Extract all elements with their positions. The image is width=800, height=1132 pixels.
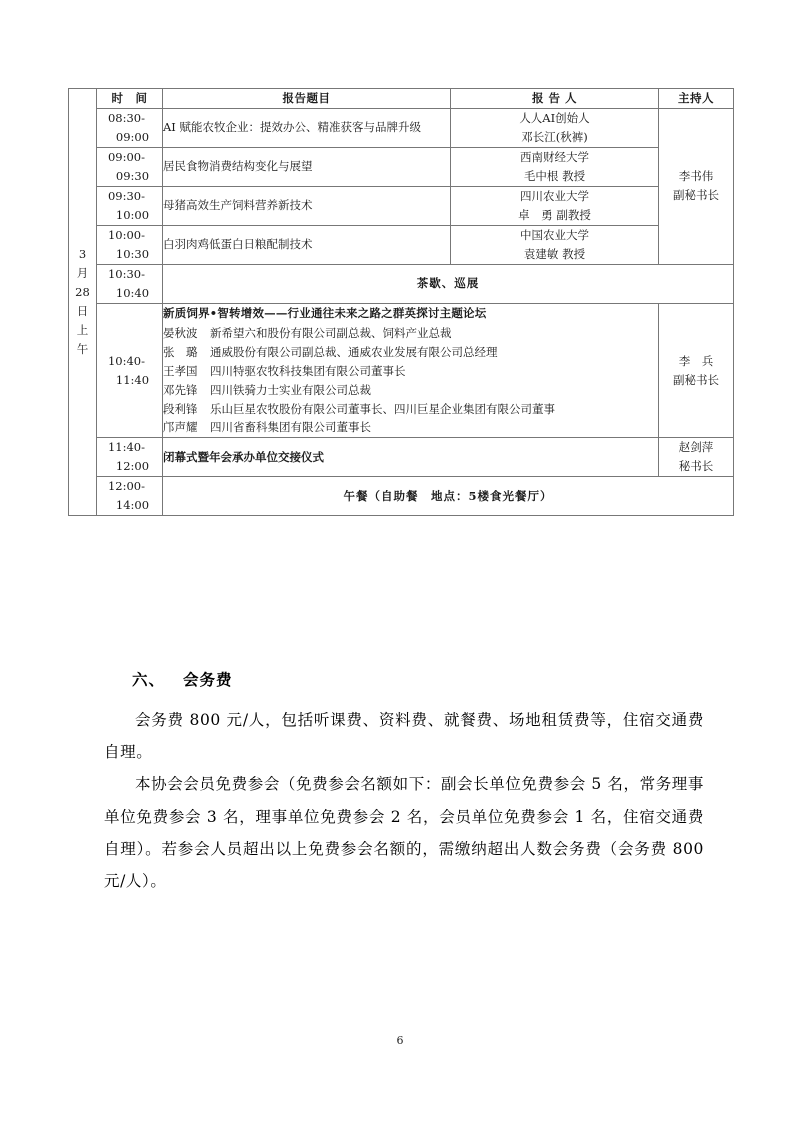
speaker-name: 卓 勇 副教授 xyxy=(518,207,591,222)
time-start: 12:00- xyxy=(107,479,146,494)
time-end: 09:30 xyxy=(115,168,150,183)
time-end: 09:00 xyxy=(115,129,150,144)
speaker-name: 袁建敏 教授 xyxy=(523,246,586,261)
forum-content-cell xyxy=(163,303,659,438)
speaker-org: 中国农业大学 xyxy=(520,227,589,242)
paragraph-member-quota: 本协会会员免费参会（免费参会名额如下：副会长单位免费参会 5 名，常务理事单位免费参会 3 名，理事单位免费参会 2 名，会员单位免费参会 1 名，住宿交通费自理）。若参会人员超出以上免费参会名额的，需缴纳超出人数会务费（会务费 800 元/人）。 xyxy=(104,775,704,891)
host-role: 秘书长 xyxy=(678,459,714,474)
host-cell-session-1 xyxy=(659,108,734,264)
time-start: 09:30- xyxy=(107,188,146,203)
time-start: 10:00- xyxy=(107,227,146,242)
speaker-name: 毛中根 教授 xyxy=(523,168,586,183)
time-end: 10:00 xyxy=(115,207,150,222)
panelist-name: 邝声耀 xyxy=(163,420,198,435)
header-speaker: 报 告 人 xyxy=(451,89,659,109)
panelist-name: 段利锋 xyxy=(163,401,198,416)
talk-title: 居民食物消费结构变化与展望 xyxy=(163,147,451,186)
time-start: 08:30- xyxy=(107,110,146,125)
speaker-cell xyxy=(451,225,659,264)
section-body xyxy=(104,668,704,897)
host-name: 李书伟 xyxy=(678,169,714,184)
panelist-line xyxy=(163,381,658,400)
panelist-line xyxy=(163,418,658,437)
time-start: 09:00- xyxy=(107,149,146,164)
speaker-org: 四川农业大学 xyxy=(520,188,589,203)
panelist-line xyxy=(163,343,658,362)
table-row xyxy=(69,147,734,186)
panelist-affiliation: 新希望六和股份有限公司副总裁、饲料产业总裁 xyxy=(210,325,452,340)
panelist-name: 晏秋波 xyxy=(163,325,198,340)
host-cell-forum xyxy=(659,303,734,438)
host-name: 赵剑萍 xyxy=(678,440,714,455)
time-cell xyxy=(97,147,163,186)
table-row xyxy=(69,186,734,225)
talk-title: 母猪高效生产饲料营养新技术 xyxy=(163,186,451,225)
table-row xyxy=(69,108,734,147)
time-start: 10:40- xyxy=(107,353,146,368)
time-end: 14:00 xyxy=(115,498,150,513)
host-role: 副秘书长 xyxy=(673,372,719,387)
time-cell xyxy=(97,264,163,303)
header-host: 主持人 xyxy=(659,89,734,109)
time-cell xyxy=(97,438,163,477)
table-row-closing xyxy=(69,438,734,477)
host-cell-closing xyxy=(659,438,734,477)
closing-label: 闭幕式暨年会承办单位交接仪式 xyxy=(163,438,659,477)
panelist-line xyxy=(163,324,658,343)
section-number: 六、 xyxy=(132,670,166,689)
schedule-table-container xyxy=(68,88,733,516)
time-start: 11:40- xyxy=(107,440,146,455)
time-cell xyxy=(97,225,163,264)
table-row-lunch xyxy=(69,477,734,516)
paragraph-fee: 会务费 800 元/人，包括听课费、资料费、就餐费、场地租赁费等，住宿交通费自理。 xyxy=(104,711,704,762)
panelist-affiliation: 通威股份有限公司副总裁、通威农业发展有限公司总经理 xyxy=(210,344,498,359)
host-role: 副秘书长 xyxy=(673,188,719,203)
schedule-table xyxy=(68,88,734,516)
table-header-row xyxy=(69,89,734,109)
panelist-name: 张 璐 xyxy=(163,344,198,359)
panelist-affiliation: 四川特驱农牧科技集团有限公司董事长 xyxy=(210,363,406,378)
time-cell xyxy=(97,108,163,147)
panelist-name: 王孝国 xyxy=(163,363,198,378)
date-char-4: 上 xyxy=(76,323,89,338)
break-label: 茶歇、巡展 xyxy=(163,264,734,303)
time-end: 10:30 xyxy=(115,246,150,261)
section-title: 会务费 xyxy=(183,670,233,689)
table-row-break xyxy=(69,264,734,303)
header-time: 时 间 xyxy=(97,89,163,109)
panelist-name: 邓先锋 xyxy=(163,382,198,397)
date-char-2: 28 xyxy=(75,285,90,300)
time-start: 10:30- xyxy=(107,266,146,281)
date-char-1: 月 xyxy=(76,266,89,281)
speaker-org: 人人AI创始人 xyxy=(519,110,590,125)
section-heading xyxy=(104,668,704,690)
header-title: 报告题目 xyxy=(163,89,451,109)
panelist-affiliation: 乐山巨星农牧股份有限公司董事长、四川巨星企业集团有限公司董事 xyxy=(210,401,555,416)
time-end: 12:00 xyxy=(115,459,150,474)
talk-title: AI 赋能农牧企业：提效办公、精准获客与品牌升级 xyxy=(163,108,451,147)
time-end: 11:40 xyxy=(115,372,150,387)
page-number: 6 xyxy=(396,1034,404,1047)
panelist-affiliation: 四川铁骑力士实业有限公司总裁 xyxy=(210,382,371,397)
speaker-cell xyxy=(451,108,659,147)
table-row xyxy=(69,225,734,264)
date-char-0: 3 xyxy=(78,247,87,262)
speaker-org: 西南财经大学 xyxy=(520,149,589,164)
table-row-forum xyxy=(69,303,734,438)
panelist-line xyxy=(163,362,658,381)
talk-title: 白羽肉鸡低蛋白日粮配制技术 xyxy=(163,225,451,264)
forum-title: 新质饲界•智转增效——行业通往未来之路之群英探讨主题论坛 xyxy=(163,305,487,320)
date-column-cell xyxy=(69,89,97,516)
host-name: 李 兵 xyxy=(678,353,714,368)
panelist-affiliation: 四川省畜科集团有限公司董事长 xyxy=(210,420,371,435)
time-cell xyxy=(97,186,163,225)
date-char-3: 日 xyxy=(76,304,89,319)
lunch-label: 午餐（自助餐 地点：5楼食光餐厅） xyxy=(163,477,734,516)
time-cell xyxy=(97,477,163,516)
speaker-cell xyxy=(451,147,659,186)
panelist-line xyxy=(163,400,658,419)
speaker-cell xyxy=(451,186,659,225)
time-cell xyxy=(97,303,163,438)
time-end: 10:40 xyxy=(115,285,150,300)
speaker-name: 邓长江(秋裤) xyxy=(521,129,588,144)
date-char-5: 午 xyxy=(76,342,89,357)
